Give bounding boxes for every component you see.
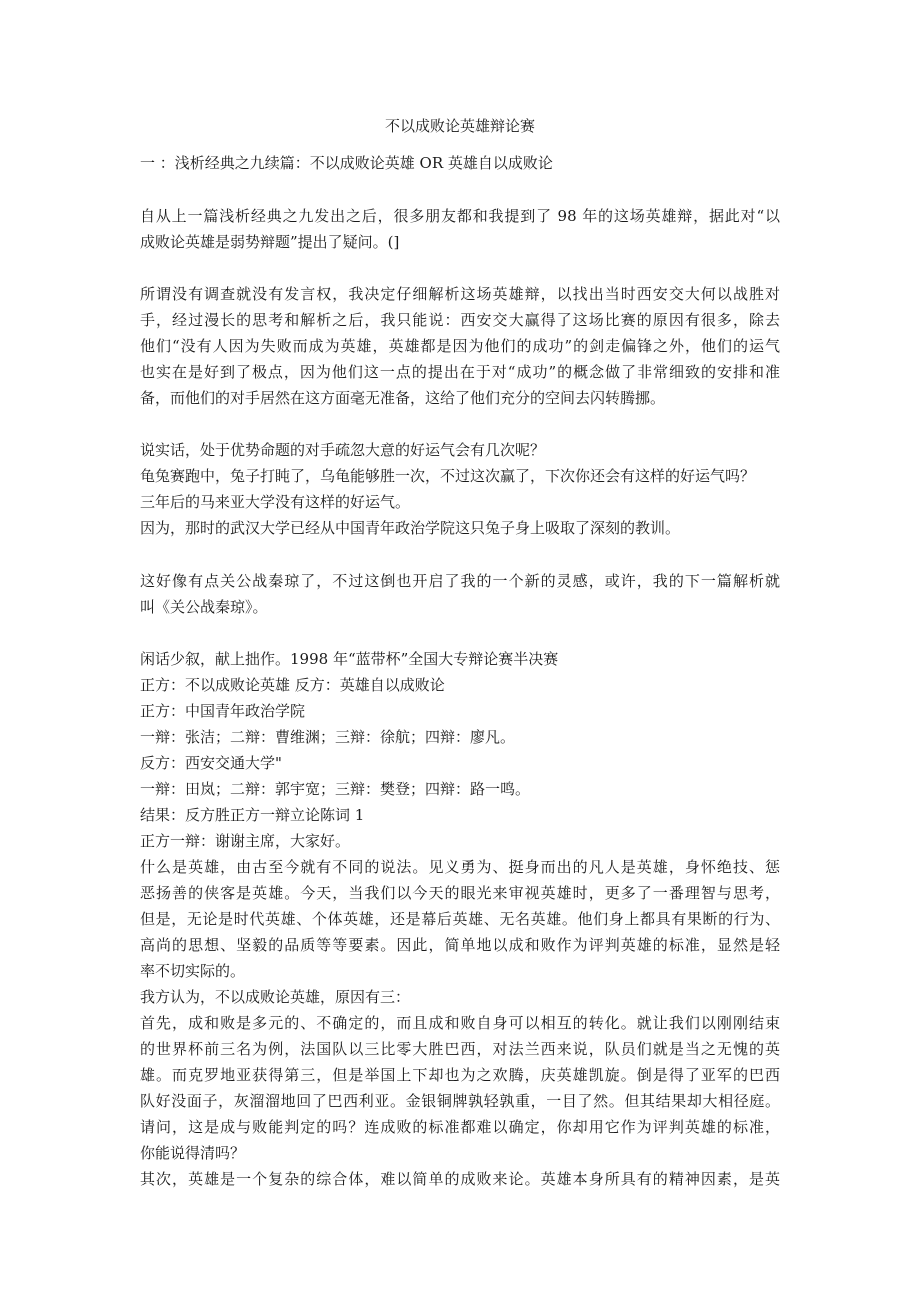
paragraph-line: 他们“没有人因为失败而成为英雄，英雄都是因为他们的成功”的剑走偏锋之外，他们的运气 — [140, 337, 780, 355]
paragraph-line: 手，经过漫长的思考和解析之后，我只能说：西安交大赢得了这场比赛的原因有很多，除去 — [140, 311, 780, 329]
paragraph-line: 队好没面子，灰溜溜地回了巴西利亚。金银铜牌孰轻孰重，一目了然。但其结果却大相径庭。 — [140, 1092, 780, 1110]
paragraph-line: 闲话少叙，献上拙作。1998 年“蓝带杯”全国大专辩论赛半决赛 — [140, 650, 559, 668]
paragraph-line: 一辩：张洁；二辩：曹维渊；三辩：徐航；四辩：廖凡。 — [140, 728, 516, 746]
paragraph-line: 龟兔赛跑中，兔子打盹了，乌龟能够胜一次，不过这次赢了，下次你还会有这样的好运气吗？ — [140, 467, 756, 485]
paragraph-line: 反方：西安交通大学" — [140, 754, 282, 772]
paragraph-line: 我方认为，不以成败论英雄，原因有三： — [140, 988, 411, 1006]
paragraph-line: 高尚的思想、坚毅的品质等等要素。因此，简单地以成和败作为评判英雄的标准，显然是轻 — [140, 936, 780, 954]
paragraph-line: 但是，无论是时代英雄、个体英雄，还是幕后英雄、无名英雄。他们身上都具有果断的行为、 — [140, 910, 780, 928]
paragraph-line: 正方：中国青年政治学院 — [140, 702, 306, 720]
paragraph-line: 也实在是好到了极点，因为他们这一点的提出在于对“成功”的概念做了非常细致的安排和准 — [140, 363, 780, 381]
paragraph-line: 正方一辩：谢谢主席，大家好。 — [140, 832, 351, 850]
paragraph-line: 雄。而克罗地亚获得第三，但是举国上下却也为之欢腾，庆英雄凯旋。倒是得了亚军的巴西 — [140, 1066, 780, 1084]
paragraph-line: 你能说得清吗？ — [140, 1144, 246, 1162]
document-title: 不以成败论英雄辩论赛 — [384, 117, 535, 135]
paragraph-line: 成败论英雄是弱势辩题”提出了疑问。(] — [140, 233, 400, 251]
paragraph-line: 这好像有点关公战秦琼了，不过这倒也开启了我的一个新的灵感，或许，我的下一篇解析就 — [140, 572, 780, 590]
document-subtitle: 一 ：浅析经典之九续篇：不以成败论英雄 OR 英雄自以成败论 — [140, 154, 553, 172]
paragraph-line: 备，而他们的对手居然在这方面毫无准备，这给了他们充分的空间去闪转腾挪。 — [140, 389, 666, 407]
paragraph-line: 首先，成和败是多元的、不确定的，而且成和败自身可以相互的转化。就让我们以刚刚结束 — [140, 1014, 780, 1032]
paragraph-line: 其次，英雄是一个复杂的综合体，难以简单的成败来论。英雄本身所具有的精神因素，是英 — [140, 1170, 780, 1188]
paragraph-line: 自从上一篇浅析经典之九发出之后，很多朋友都和我提到了 98 年的这场英雄辩，据此对“以 — [140, 207, 780, 225]
paragraph-line: 三年后的马来亚大学没有这样的好运气。 — [140, 493, 411, 511]
paragraph-line: 率不切实际的。 — [140, 962, 246, 980]
paragraph-line: 结果：反方胜正方一辩立论陈词 1 — [140, 806, 365, 824]
paragraph-line: 恶扬善的侠客是英雄。今天，当我们以今天的眼光来审视英雄时，更多了一番理智与思考， — [140, 884, 780, 902]
paragraph-line: 说实话，处于优势命题的对手疏忽大意的好运气会有几次呢？ — [140, 441, 546, 459]
paragraph-line: 请问，这是成与败能判定的吗？连成败的标准都难以确定，你却用它作为评判英雄的标准， — [140, 1118, 780, 1136]
paragraph-line: 一辩：田岚；二辩：郭宇宽；三辩：樊登；四辩：路一鸣。 — [140, 780, 531, 798]
paragraph-line: 什么是英雄，由古至今就有不同的说法。见义勇为、挺身而出的凡人是英雄，身怀绝技、惩 — [140, 858, 780, 876]
paragraph-line: 正方：不以成败论英雄 反方：英雄自以成败论 — [140, 676, 445, 694]
paragraph-line: 叫《关公战秦琼》。 — [140, 598, 268, 616]
paragraph-line: 的世界杯前三名为例，法国队以三比零大胜巴西，对法兰西来说，队员们就是当之无愧的英 — [140, 1040, 780, 1058]
paragraph-line: 因为，那时的武汉大学已经从中国青年政治学院这只兔子身上吸取了深刻的教训。 — [140, 519, 681, 537]
paragraph-line: 所谓没有调查就没有发言权，我决定仔细解析这场英雄辩，以找出当时西安交大何以战胜对 — [140, 285, 780, 303]
